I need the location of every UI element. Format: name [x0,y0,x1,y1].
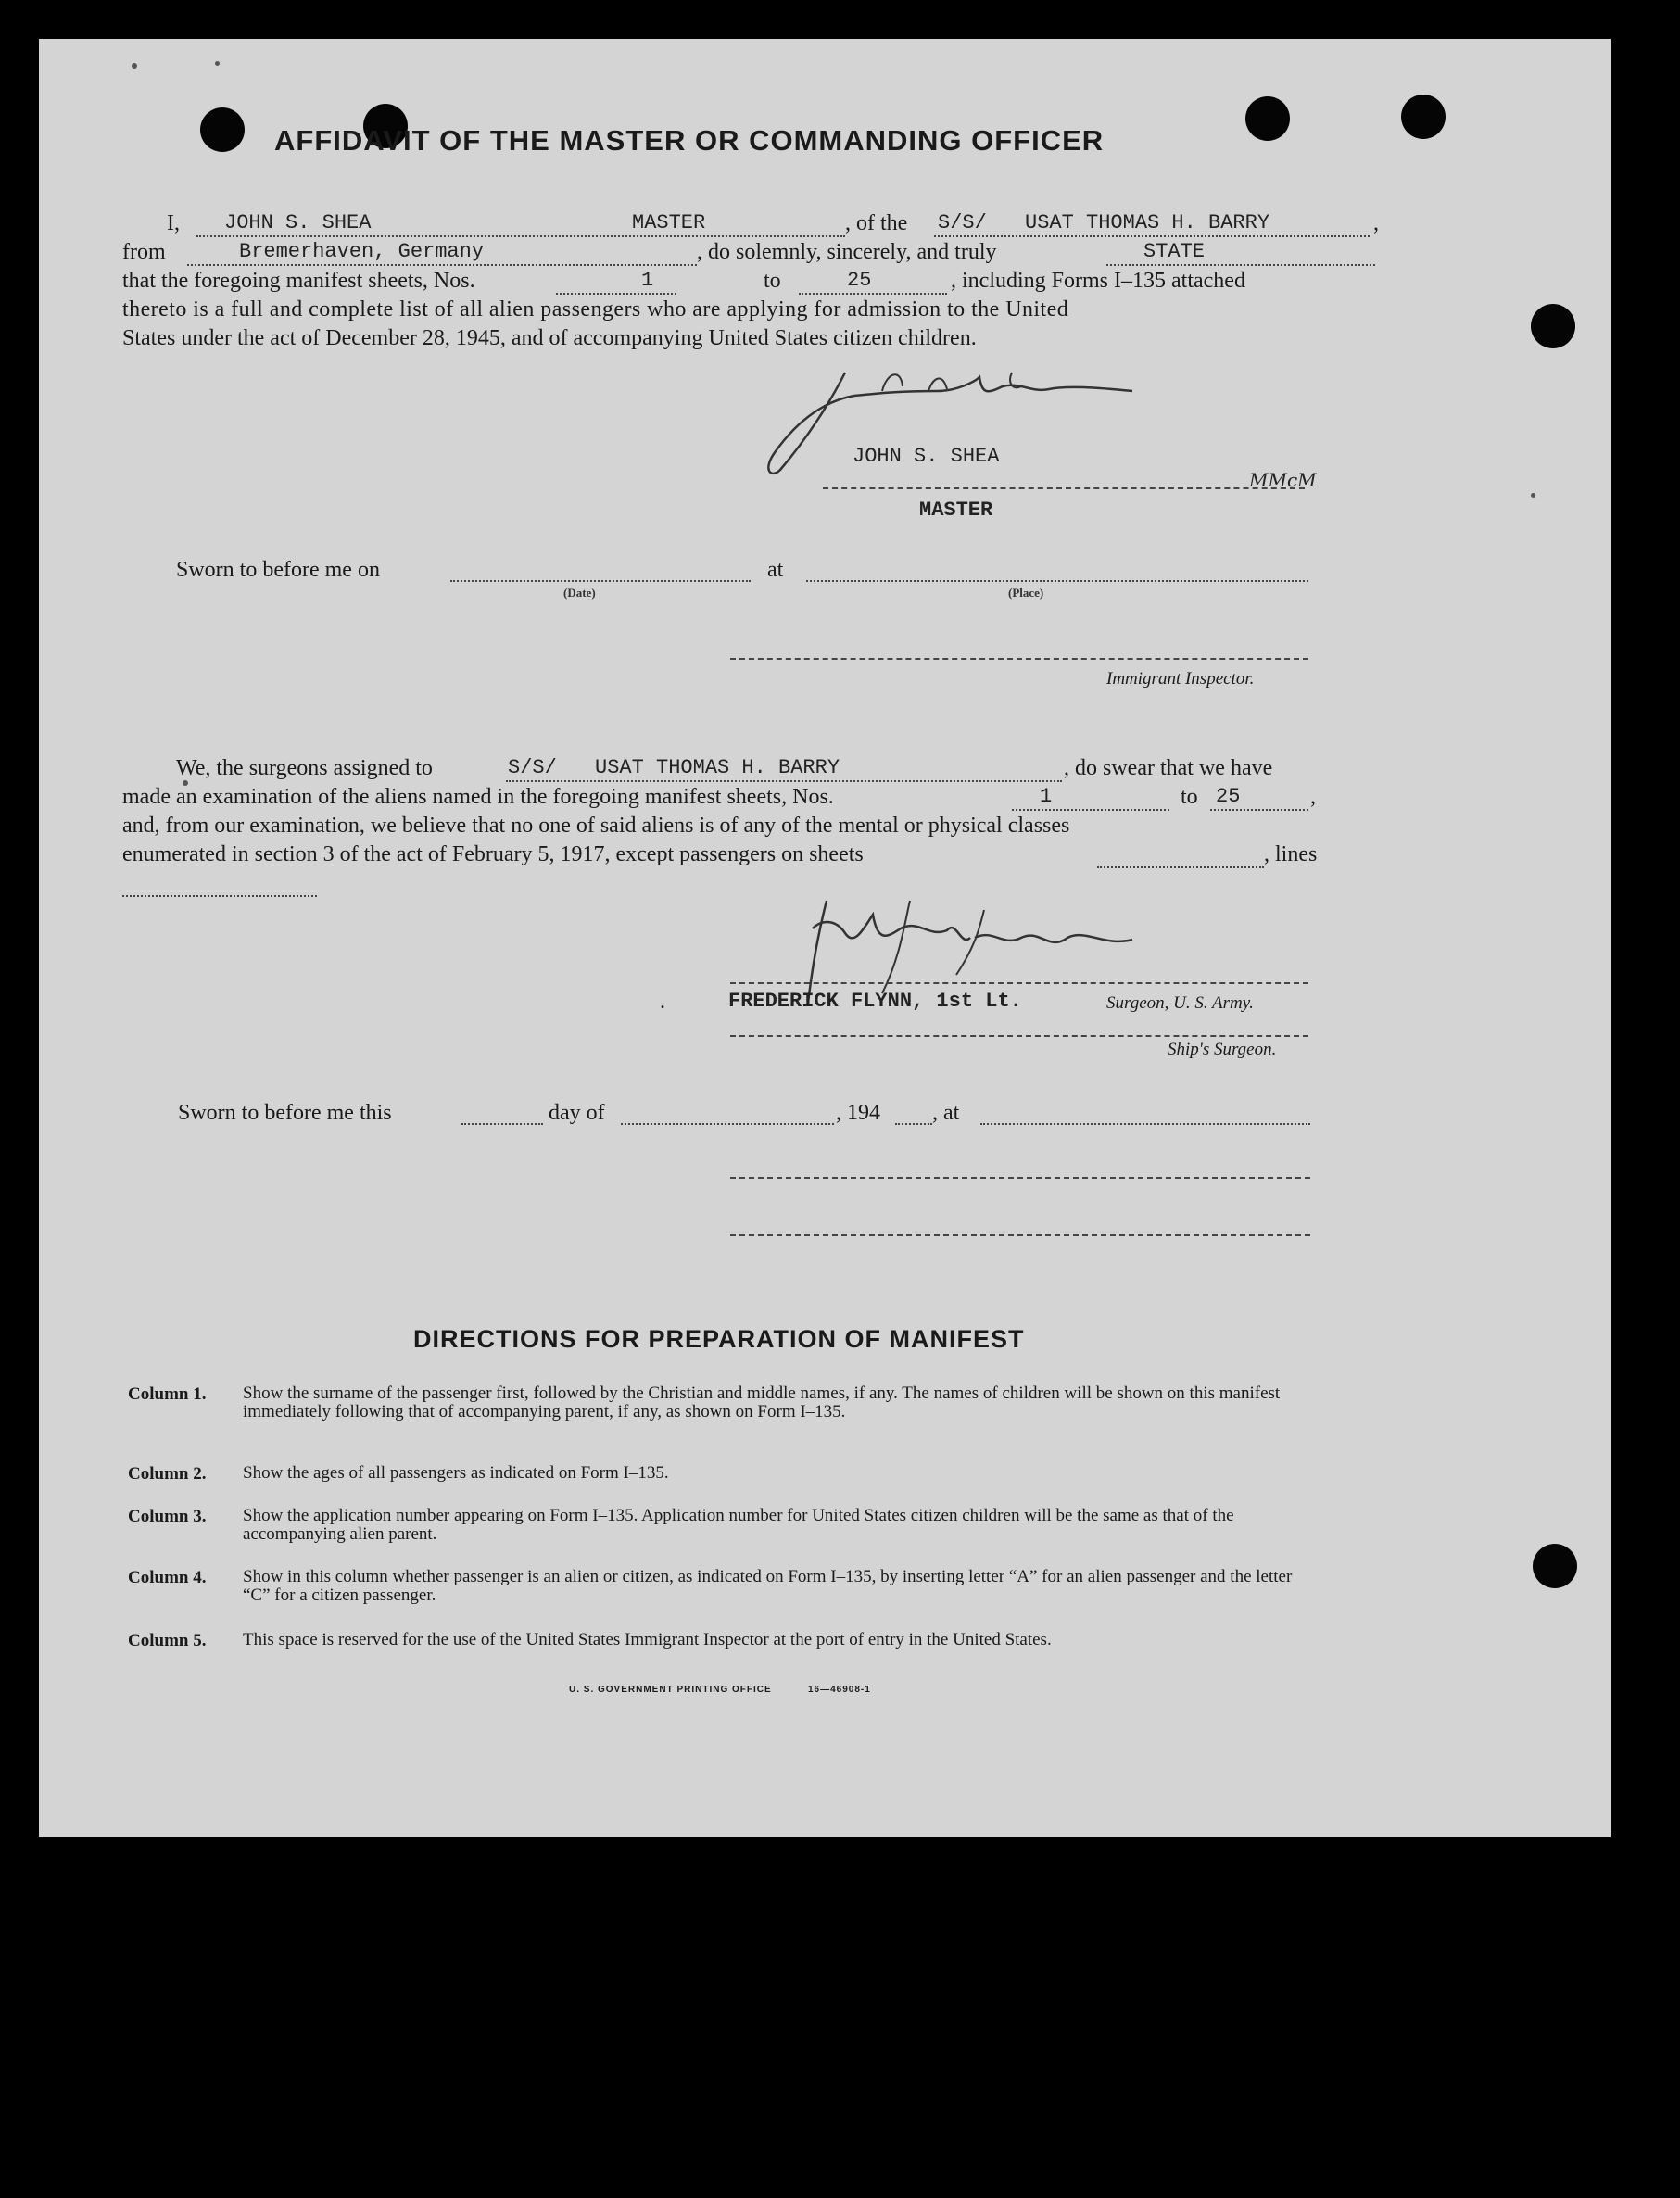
affidavit-line-4: thereto is a full and complete list of all alien passengers who are applying for admission to the United [122,297,1069,322]
master-typed-name: JOHN S. SHEA [853,445,1000,468]
sworn-date-line [450,580,751,582]
to-label: to [764,269,781,293]
solemnly-text: , do solemnly, sincerely, and truly [697,240,997,264]
sworn2-year-line [895,1123,932,1125]
sworn-label: Sworn to before me on [176,558,380,582]
surgeons-line-2: made an examination of the aliens named in the foregoing manifest sheets, Nos. [122,785,834,809]
master-name-line [196,235,845,237]
sworn-at-label: at [767,558,784,582]
surgeons-sheet-from: 1 [1040,785,1053,808]
document-page: AFFIDAVIT OF THE MASTER OR COMMANDING OFFICER I, JOHN S. SHEA MASTER , of the S/S/ USAT THOMAS H. BARRY , from Bremerhaven, Germany , do solemnly, sincerely, and truly STATE that the foregoing manifest sheets, Nos. 1 to 25 , including Forms I–135 attached thereto is a full and complete list of all alien passengers who are applying for admission to the United States under the act of December 28, 1945, and of accompanying United States citizen children. JOHN S. SHEA MMcM MASTER Sworn to before me on (Date) at (Place) Immigrant Inspector. We, the surgeons assigned to S/S/ USAT THOMAS H. BARRY , do swear that we have made an examination of the aliens named in the foregoing manifest sheets, Nos. 1 to 25 , and, from our examination, we believe that no one of said aliens is of any of the mental or physical classes enumerated in section 3 of the act of February 5, 1917, except passengers on sheets , lines . FREDERICK FLYNN, 1st Lt. Surgeon, U. S. Army. Ship's Surgeon. Sworn to before me this day of , 194 , at DIRECTIONS FOR PREPARATION OF MANIFEST Column 1. Show the surname of the passenger first, followed by the Christian and middle names, if any. The names of children will be shown on this manifest immediately following that of accompanying parent, if any, as shown on Form I–135. Column 2. Show the ages of all passengers as indicated on Form I–135. Column 3. Show the application number appearing on Form I–135. Application number for United States citizen children will be the same as that of the accompanying alien parent. Column 4. Show in this column whether passenger is an alien or citizen, as indicated on Form I–135, by inserting letter “A” for an alien passenger and the letter “C” for a citizen passenger. Column 5. This space is reserved for the use of the United States Immigrant Inspector at the port of entry in the United States. U. S. GOVERNMENT PRINTING OFFICE 16—46908-1 [39,39,1611,1837]
manifest-line-a: that the foregoing manifest sheets, Nos. [122,269,475,293]
ships-surgeon-caption: Ship's Surgeon. [1168,1040,1277,1059]
surgeons-to-label: to [1181,785,1198,809]
inspector-signature-line [730,658,1308,660]
sheet-to-line [799,293,947,295]
ship-prefix: S/S/ [938,211,987,234]
manifest-line-b: , including Forms I–135 attached [951,269,1245,293]
ship-name: USAT THOMAS H. BARRY [1025,211,1270,234]
document-title: AFFIDAVIT OF THE MASTER OR COMMANDING OFFICER [274,124,1105,157]
master-signature-line [823,487,1305,489]
sworn2-day-line [461,1123,543,1125]
surgeons-from-line [1012,809,1169,811]
sworn2-month-line [621,1123,834,1125]
sworn2-sign-line-2 [730,1234,1310,1236]
surgeons-sheet-to: 25 [1216,785,1241,808]
punch-hole [1533,1544,1577,1588]
direction-text: Show in this column whether passenger is an alien or citizen, as indicated on Form I–135, by inserting letter “A” for an alien passenger and the letter “C” for a citizen passenger. [243,1567,1293,1605]
state: STATE [1143,240,1206,263]
master-title: MASTER [632,211,706,234]
sworn2-at: , at [932,1101,960,1125]
handwritten-initials: MMcM [1249,469,1317,491]
affidavit-line-5: States under the act of December 28, 1945, and of accompanying United States citizen children. [122,326,977,350]
sworn2-sign-line-1 [730,1177,1310,1179]
surgeons-ship-name: USAT THOMAS H. BARRY [595,756,840,779]
surgeon-caption: Surgeon, U. S. Army. [1106,993,1254,1013]
surgeons-ship-prefix: S/S/ [508,756,557,779]
master-label: MASTER [919,499,993,522]
date-caption: (Date) [563,586,596,600]
inspector-caption: Immigrant Inspector. [1106,669,1255,688]
surgeons-line-4: enumerated in section 3 of the act of February 5, 1917, except passengers on sheets [122,842,864,866]
printer-credit: U. S. GOVERNMENT PRINTING OFFICE [569,1685,772,1695]
directions-title: DIRECTIONS FOR PREPARATION OF MANIFEST [413,1325,1025,1353]
direction-text: Show the application number appearing on Form I–135. Application number for United States citizen children will be the same as that of the accompanying alien parent. [243,1506,1234,1544]
sheet-to: 25 [847,269,872,292]
place-caption: (Place) [1008,586,1044,600]
master-name: JOHN S. SHEA [224,211,372,234]
sworn-place-line [806,580,1308,582]
sheet-from: 1 [641,269,654,292]
lines-line [122,895,317,897]
lines-label: , lines [1264,842,1318,866]
direction-text: Show the ages of all passengers as indicated on Form I–135. [243,1463,669,1483]
ships-surgeon-line [730,1035,1308,1037]
punch-hole [1401,95,1446,139]
direction-label: Column 5. [128,1631,207,1650]
punch-hole [1245,96,1290,141]
direction-label: Column 3. [128,1507,207,1526]
sworn2-day-of: day of [549,1101,605,1125]
port-line [187,264,697,266]
surgeon-signature-line [730,982,1308,984]
surgeons-swear: , do swear that we have [1064,756,1273,780]
punch-hole [1531,304,1575,348]
direction-label: Column 2. [128,1464,207,1484]
i-label: I, [167,211,180,235]
of-the-label: , of the [845,211,908,235]
surgeons-line-3: and, from our examination, we believe that no one of said aliens is of any of the mental or physical classes [122,814,1070,838]
punch-hole [200,107,245,152]
direction-text: Show the surname of the passenger first, followed by the Christian and middle names, if any. The names of children will be shown on this manifest immediately following that of accompanying parent, if any, as shown on Form I–135. [243,1383,1281,1421]
surgeons-to-line [1210,809,1308,811]
surgeons-intro: We, the surgeons assigned to [176,756,433,780]
surgeon-typed-name: FREDERICK FLYNN, 1st Lt. [728,990,1022,1013]
surgeons-ship-line [506,780,1062,782]
from-label: from [122,240,166,264]
sworn2-label: Sworn to before me this [178,1101,392,1125]
form-number: 16—46908-1 [808,1685,871,1695]
sworn2-place-line [980,1123,1310,1125]
direction-label: Column 1. [128,1384,207,1404]
direction-text: This space is reserved for the use of the United States Immigrant Inspector at the port of entry in the United States. [243,1630,1052,1649]
sheet-from-line [556,293,676,295]
state-line [1106,264,1375,266]
direction-label: Column 4. [128,1568,207,1587]
sworn2-year: , 194 [836,1101,880,1125]
port: Bremerhaven, Germany [239,240,485,263]
ship-line [934,235,1370,237]
